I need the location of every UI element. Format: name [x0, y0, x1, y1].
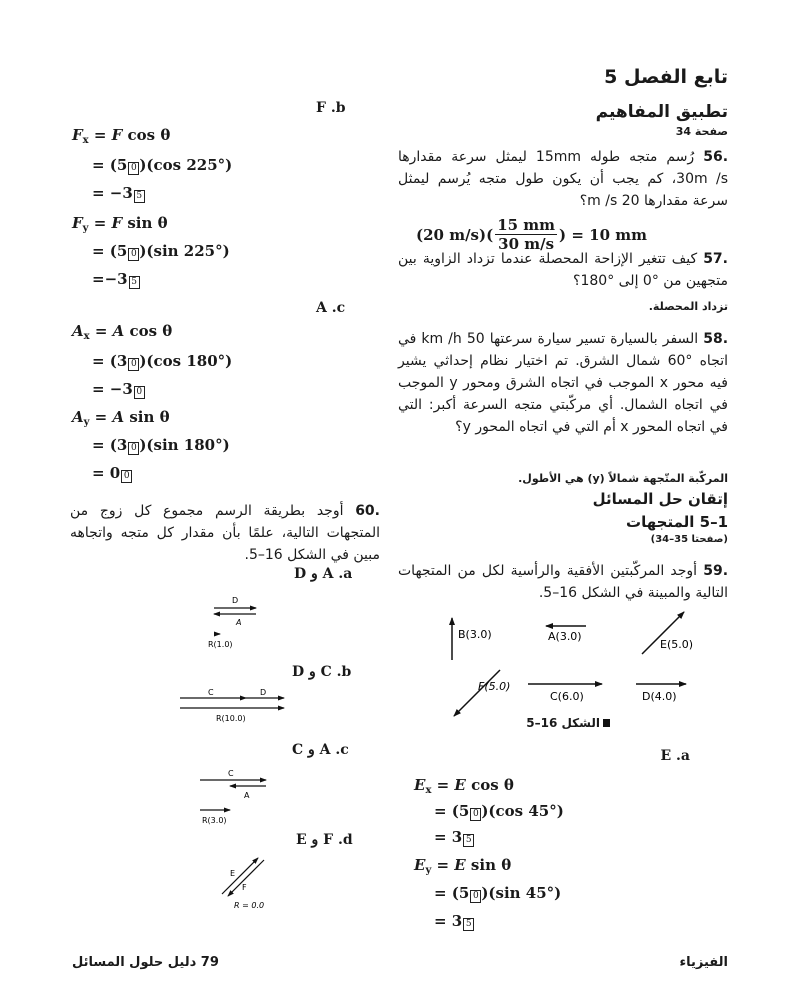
- question-58: [398, 328, 728, 438]
- q60c-r-label: R(3.0): [202, 816, 227, 825]
- ax-result: = −3 0: [92, 380, 145, 399]
- footer-right: الفيزياء: [679, 955, 728, 970]
- q60a-d-label: D: [232, 596, 239, 605]
- q60-b-label: D و C .b: [292, 664, 352, 680]
- ex-formula: $E_x = E$ cos θ: [414, 776, 514, 796]
- vector-a-label: A(3.0): [548, 630, 582, 643]
- q60d-vector-e: [222, 858, 258, 894]
- q60c-a-label: A: [244, 791, 250, 800]
- question-text: أوجد المركّبتين الأفقية والرأسية لكل من المتجهات التالية والمبينة في الشكل 16–5.: [398, 563, 728, 601]
- q60-a-figure: [196, 590, 276, 654]
- eq-left: (20 m/s)(: [416, 225, 494, 244]
- q60a-a-label: A: [236, 618, 242, 627]
- ey-formula: $E_y = E$ sin θ: [414, 856, 512, 876]
- chapter-title: تابع الفصل 5: [604, 66, 728, 88]
- fx-substitution: = (5 0 )(cos 225°): [92, 156, 233, 174]
- question-number: .58: [703, 331, 729, 347]
- vector-c-label: C(6.0): [550, 690, 584, 703]
- q57-answer: تزداد المحصلة.: [648, 300, 728, 313]
- mastery-title: إتقان حل المسائل: [592, 490, 728, 508]
- question-57: [398, 248, 728, 292]
- part-a-label: E .a: [660, 748, 690, 764]
- footer-left: 79 دليل حلول المسائل: [72, 955, 219, 970]
- vector-d-label: D(4.0): [642, 690, 677, 703]
- page-reference: صفحة 34: [675, 125, 728, 138]
- fy-result: =−3 5: [92, 270, 140, 289]
- q60-d-label: E و F .d: [296, 832, 353, 848]
- question-59: [398, 560, 728, 604]
- q60b-d-label: D: [260, 688, 267, 697]
- ax-formula: $A_x = A$ cos θ: [72, 322, 173, 342]
- fraction-numerator: 15 mm: [497, 216, 556, 234]
- subsection-title: 1–5 المتجهات: [626, 513, 728, 531]
- question-text: رُسم متجه طوله 15mm ليمثل سرعة مقدارها 30m /s، كم يجب أن يكون طول متجه يُرسم ليمثل سرعة مقدارها 20 m /s؟: [398, 149, 728, 209]
- q60-c-label: C و A .c: [292, 742, 349, 758]
- fy-substitution: = (5 0 )(sin 225°): [92, 242, 230, 260]
- figure-caption: [526, 716, 610, 730]
- question-text: كيف تتغير الإزاحة المحصلة عندما تزداد الزاوية بين متجهين من °0 إلى °180؟: [398, 251, 728, 289]
- vector-b-label: B(3.0): [458, 628, 492, 641]
- fx-formula: $F_x = F$ cos θ: [72, 126, 171, 146]
- ay-substitution: = (3 0 )(sin 180°): [92, 436, 230, 454]
- fx-result: = −3 5: [92, 184, 145, 203]
- question-number: .60: [355, 503, 380, 519]
- ay-result: = 0 0: [92, 464, 132, 483]
- q60d-r-label: R = 0.0: [234, 901, 265, 910]
- ey-substitution: = (5 0 )(sin 45°): [434, 884, 562, 902]
- q60a-r-label: R(1.0): [208, 640, 233, 649]
- ay-formula: $A_y = A$ sin θ: [72, 408, 170, 428]
- q60-d-figure: [212, 852, 282, 912]
- caption-square-icon: [603, 719, 610, 727]
- figure-5-16: [440, 610, 740, 730]
- question-56: [398, 146, 728, 212]
- q60d-e-label: E: [230, 869, 236, 878]
- q60b-r-label: R(10.0): [216, 714, 246, 723]
- vector-f-label: F(5.0): [478, 680, 511, 693]
- subsection-pages: (صفحتا 35–34): [650, 534, 728, 545]
- q60-a-label: D و A .a: [294, 566, 353, 582]
- fy-formula: $F_y = F$ sin θ: [72, 214, 168, 234]
- q58-answer: المركّبة المتّجهة شمالاً (y) هي الأطول.: [518, 472, 728, 485]
- question-60: [70, 500, 380, 566]
- vector-f: [454, 670, 500, 716]
- question-number: .56: [703, 149, 729, 165]
- ax-substitution: = (3 0 )(cos 180°): [92, 352, 233, 370]
- q60-c-figure: [196, 766, 276, 830]
- question-number: .59: [703, 563, 729, 579]
- question-text: أوجد بطريقة الرسم مجموع كل زوج من المتجهات التالية، علمًا بأن مقدار كل متجه واتجاهه مبين في الشكل 16–5.: [70, 503, 380, 563]
- question-number: .57: [703, 251, 728, 267]
- q60d-f-label: F: [242, 883, 247, 892]
- q60-b-figure: [176, 686, 292, 736]
- question-text: السفر بالسيارة تسير سيارة سرعتها 50 km /h في اتجاه °60 شمال الشرق. تم اختيار نظام إحداثي يشير فيه محور x الموجب في اتجاه الشرق ومحور y الموجب في اتجاه الشمال. أي مركّبتي متجه السرعة أكبر: التي في اتجاه المحور x أم التي في اتجاه المحور y؟: [398, 331, 729, 435]
- part-c-label: A .c: [316, 300, 346, 316]
- part-b-label: F .b: [316, 100, 346, 116]
- figure-caption-text: الشكل 16–5: [526, 716, 600, 730]
- q60c-c-label: C: [228, 769, 234, 778]
- q60b-c-label: C: [208, 688, 214, 697]
- eq-right: ) = 10 mm: [559, 225, 647, 244]
- section-title: تطبيق المفاهيم: [595, 102, 728, 122]
- ey-result: = 3 5: [434, 912, 474, 931]
- ex-substitution: = (5 0 )(cos 45°): [434, 802, 564, 820]
- vector-e-label: E(5.0): [660, 638, 694, 651]
- ex-result: = 3 5: [434, 828, 474, 847]
- fraction-denominator: 30 m/s: [498, 235, 555, 253]
